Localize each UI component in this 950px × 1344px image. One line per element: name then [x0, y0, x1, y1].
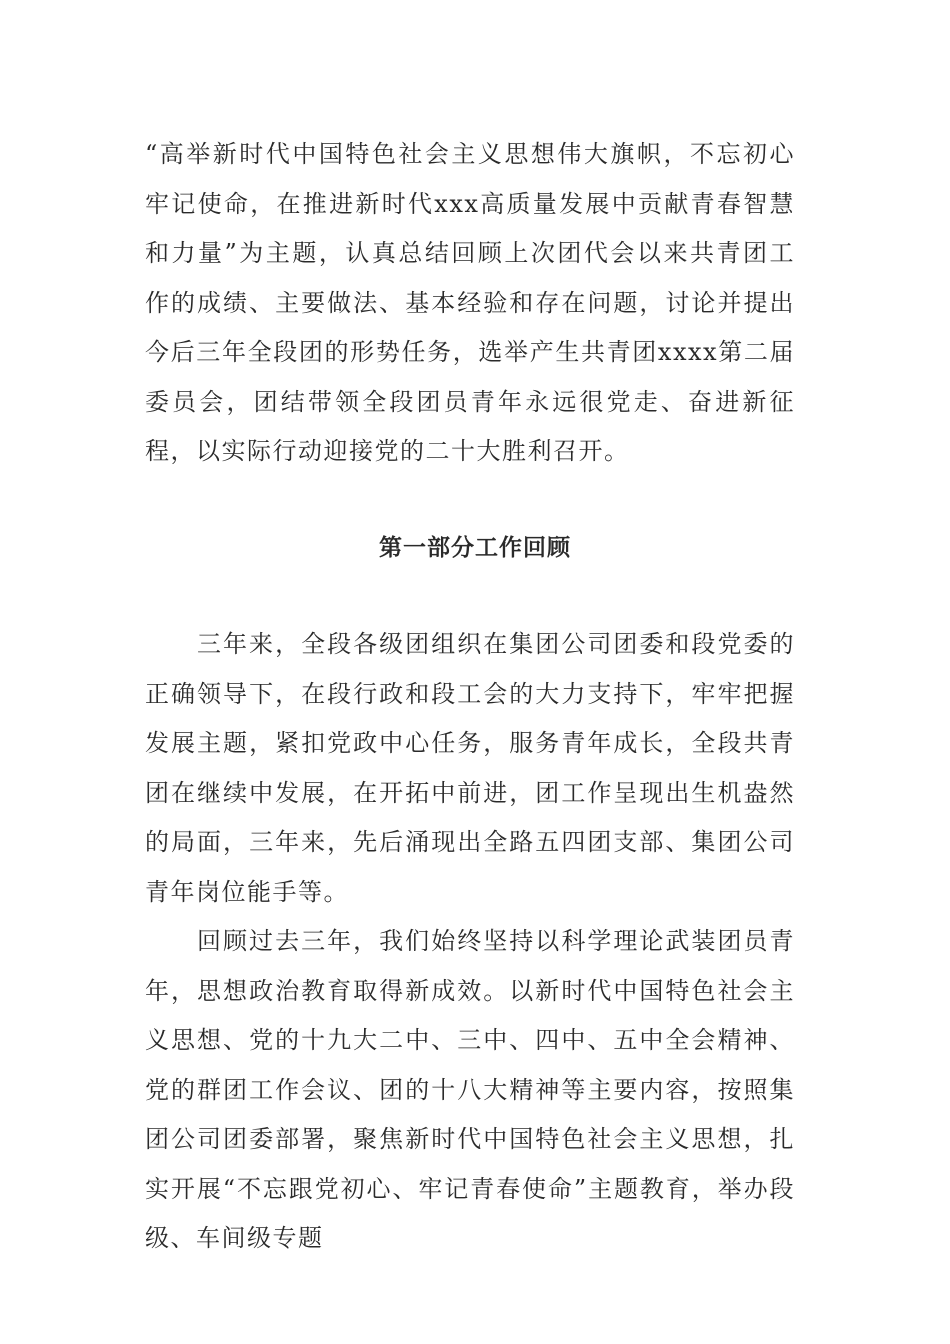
review-paragraph-2: 回顾过去三年，我们始终坚持以科学理论武装团员青年，思想政治教育取得新成效。以新时代中国特色社会主义思想、党的十九大二中、三中、四中、五中全会精神、党的群团工作会议、团的十八大精神等主要内容，按照集团公司团委部署，聚焦新时代中国特色社会主义思想，扎实开展“不忘跟党初心、牢记青春使命”主题教育，举办段级、车间级专题: [145, 927, 795, 1252]
section-heading: 第一部分工作回顾: [379, 534, 571, 561]
intro-paragraph: “高举新时代中国特色社会主义思想伟大旗帜，不忘初心牢记使命，在推进新时代xxx高质量发展中贡献青春智慧和力量”为主题，认真总结回顾上次团代会以来共青团工作的成绩、主要做法、基本经验和存在问题，讨论并提出今后三年全段团的形势任务，选举产生共青团xxxx第二届委员会，团结带领全段团员青年永远很党走、奋进新征程，以实际行动迎接党的二十大胜利召开。: [145, 140, 795, 465]
review-paragraph-1: 三年来，全段各级团组织在集团公司团委和段党委的正确领导下，在段行政和段工会的大力支持下，牢牢把握发展主题，紧扣党政中心任务，服务青年成长，全段共青团在继续中发展，在开拓中前进，团工作呈现出生机盎然的局面，三年来，先后涌现出全路五四团支部、集团公司青年岗位能手等。: [145, 630, 795, 906]
